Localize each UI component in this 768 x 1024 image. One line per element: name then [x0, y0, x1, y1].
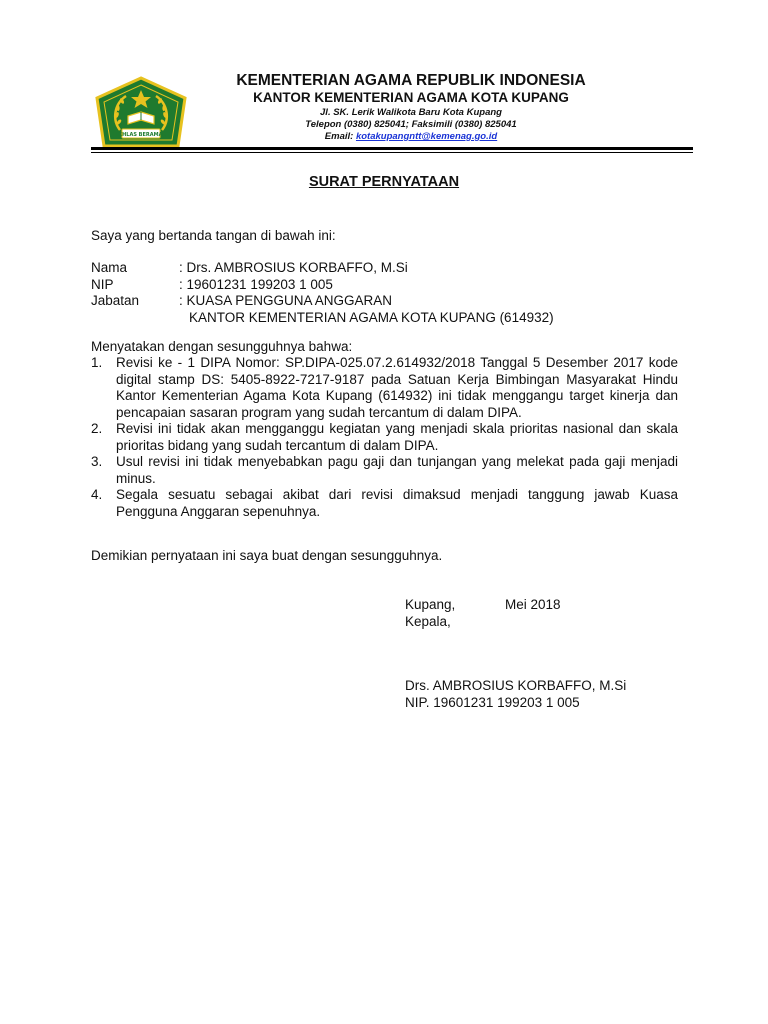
- signer-identity: [91, 260, 678, 326]
- office-name: KANTOR KEMENTERIAN AGAMA KOTA KUPANG: [253, 90, 569, 105]
- position-value: : KUASA PENGGUNA ANGGARAN: [179, 293, 393, 308]
- declaration-list: [91, 355, 678, 520]
- kemenag-logo: [92, 76, 190, 152]
- email-link[interactable]: kotakupangntt@kemenag.go.id: [355, 131, 498, 142]
- list-item: [91, 487, 678, 520]
- signature-block: [405, 678, 626, 711]
- office-address: Jl. SK. Lerik Walikota Baru Kota Kupang: [320, 107, 502, 118]
- declaration-intro: Menyatakan dengan sesungguhnya bahwa:: [91, 339, 353, 354]
- letterhead: [196, 72, 626, 143]
- list-item: [91, 355, 678, 421]
- list-item-number: 3.: [91, 454, 103, 469]
- office-phone: Telepon (0380) 825041; Faksimili (0380) 825041: [305, 119, 517, 130]
- document-title: SURAT PERNYATAAN: [308, 174, 460, 190]
- list-item-text: Usul revisi ini tidak menyebabkan pagu gaji dan tunjangan yang melekat pada gaji menjadi minus.: [116, 454, 678, 486]
- signer-name: Drs. AMBROSIUS KORBAFFO, M.Si: [405, 678, 627, 693]
- nip-value: : 19601231 199203 1 005: [179, 276, 333, 292]
- list-item: [91, 454, 678, 487]
- list-item-number: 4.: [91, 487, 103, 502]
- name-value: : Drs. AMBROSIUS KORBAFFO, M.Si: [179, 260, 408, 275]
- identity-row-nip: [91, 277, 678, 294]
- place-text: Kupang,: [405, 597, 456, 612]
- signer-position: Kepala,: [405, 613, 451, 629]
- closing-statement: Demikian pernyataan ini saya buat dengan sesungguhnya.: [91, 548, 443, 563]
- list-item-number: 2.: [91, 421, 103, 436]
- position-value-continued: KANTOR KEMENTERIAN AGAMA KOTA KUPANG (614932): [189, 309, 554, 325]
- nip-label: NIP: [91, 276, 114, 292]
- date-text: Mei 2018: [505, 597, 561, 612]
- office-email-line: [196, 131, 626, 143]
- list-item-text: Segala sesuatu sebagai akibat dari revisi dimaksud menjadi tanggung jawab Kuasa Pengguna Anggaran sepenuhnya.: [116, 487, 678, 519]
- letterhead-divider-thick: [91, 147, 693, 150]
- signature-place-date: [405, 597, 561, 630]
- identity-row-position: [91, 293, 678, 310]
- list-item: [91, 421, 678, 454]
- logo-motto: IKHLAS BERAMAL: [116, 132, 166, 138]
- place-date-row: [405, 597, 561, 614]
- name-label: Nama: [91, 260, 128, 275]
- identity-row-name: [91, 260, 678, 277]
- kemenag-emblem-icon: [92, 76, 190, 152]
- list-item-text: Revisi ke - 1 DIPA Nomor: SP.DIPA-025.07.2.614932/2018 Tanggal 5 Desember 2017 kode digital stamp DS: 5405-8922-7217-9187 pada Satuan Kerja Bimbingan Masyarakat Hindu Kantor Kementerian Agama Kota Kupang (614932) ini tidak menggangu target kinerja dan pencapaian sasaran program yang sudah tercantum di dalam DIPA.: [116, 355, 678, 420]
- identity-row-position-continued: [91, 310, 678, 327]
- letterhead-divider-thin: [91, 152, 693, 153]
- signer-nip: NIP. 19601231 199203 1 005: [405, 694, 580, 710]
- list-item-number: 1.: [91, 355, 103, 370]
- email-label: Email:: [324, 131, 356, 142]
- opening-statement: Saya yang bertanda tangan di bawah ini:: [91, 228, 336, 243]
- list-item-text: Revisi ini tidak akan mengganggu kegiatan yang menjadi skala prioritas nasional dan skala prioritas bidang yang sudah tercantum di dalam DIPA.: [116, 421, 678, 453]
- position-label: Jabatan: [91, 293, 140, 308]
- ministry-name: KEMENTERIAN AGAMA REPUBLIK INDONESIA: [236, 72, 586, 89]
